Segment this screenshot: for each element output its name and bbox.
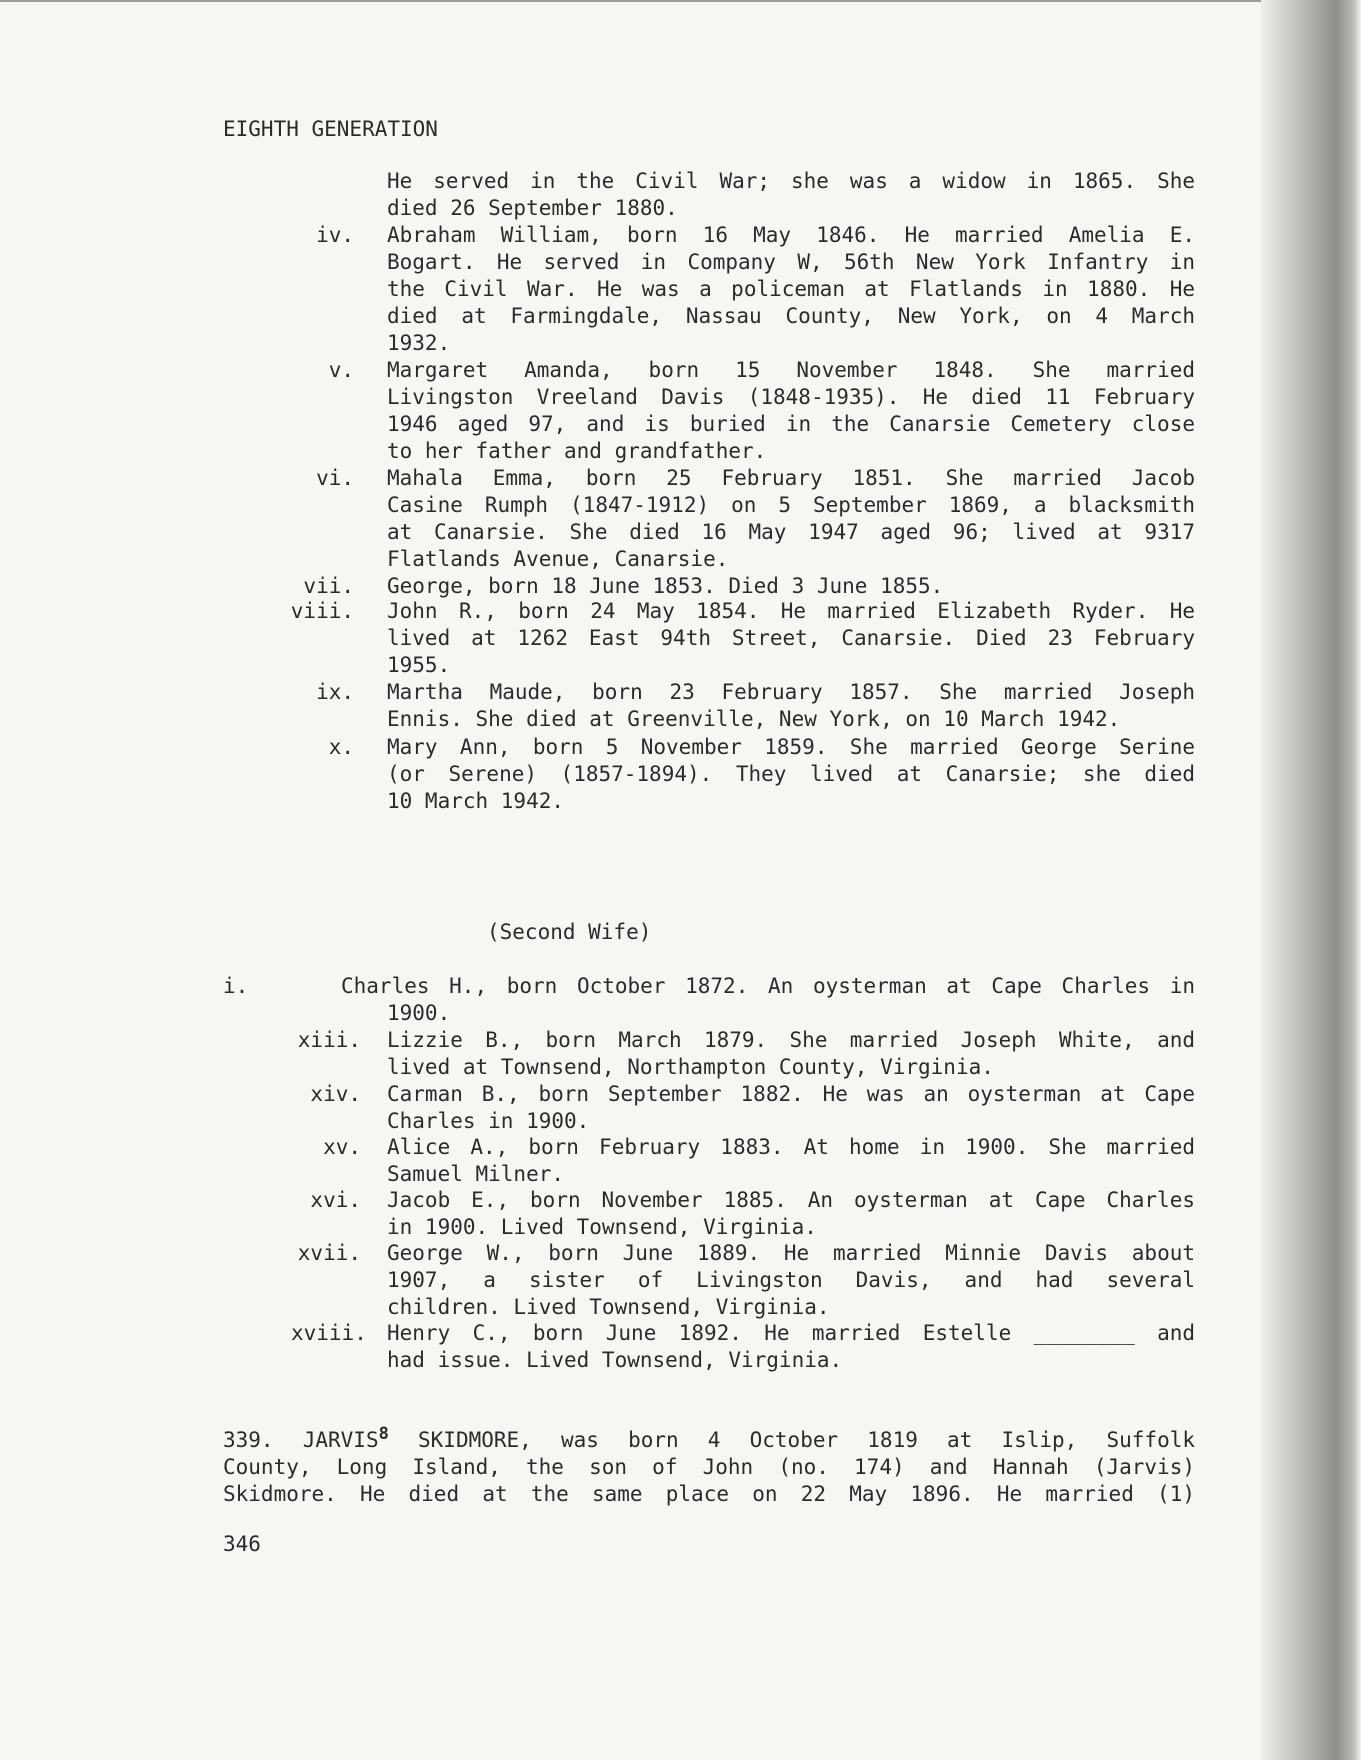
text-line: Carman B., born September 1882. He was an oysterman at Cape bbox=[387, 1082, 1195, 1106]
page-header: EIGHTH GENERATION bbox=[223, 117, 438, 141]
entry-text bbox=[387, 573, 1195, 600]
text-line: Bogart. He served in Company W, 56th New York Infantry in bbox=[387, 250, 1195, 274]
text-line: lived at Townsend, Northampton County, Virginia. bbox=[387, 1055, 994, 1079]
text-line: Charles in 1900. bbox=[387, 1109, 590, 1133]
text-line: Henry C., born June 1892. He married Estelle ________ and bbox=[387, 1321, 1195, 1345]
entry-text bbox=[387, 1081, 1195, 1135]
entry-text bbox=[387, 598, 1195, 679]
paragraph-339 bbox=[223, 1424, 1195, 1508]
text-line: Ennis. She died at Greenville, New York, on 10 March 1942. bbox=[387, 707, 1121, 731]
text-line: Mary Ann, born 5 November 1859. She married George Serine bbox=[387, 735, 1195, 759]
entry-number: xiii. bbox=[297, 1028, 361, 1052]
text-line: Flatlands Avenue, Canarsie. bbox=[387, 547, 729, 571]
text-line: had issue. Lived Townsend, Virginia. bbox=[387, 1348, 843, 1372]
generation-superscript: 8 bbox=[378, 1424, 389, 1444]
page-number: 346 bbox=[223, 1532, 261, 1556]
text-line: 1900. bbox=[387, 1001, 451, 1025]
text-line: 1946 aged 97, and is buried in the Canarsie Cemetery close bbox=[387, 412, 1195, 436]
entry-number: xviii. bbox=[291, 1321, 367, 1345]
text-line bbox=[223, 1424, 1195, 1454]
text-line: 1932. bbox=[387, 331, 451, 355]
text-line: died 26 September 1880. bbox=[387, 196, 678, 220]
entry-number: v. bbox=[328, 358, 354, 382]
text-line: Charles H., born October 1872. An oysterman at Cape Charles in bbox=[341, 974, 1195, 998]
entry-text bbox=[387, 1240, 1195, 1321]
second-wife-heading: (Second Wife) bbox=[487, 920, 652, 944]
text-line: the Civil War. He was a policeman at Flatlands in 1880. He bbox=[387, 277, 1195, 301]
text-line: 10 March 1942. bbox=[387, 789, 565, 813]
entry-text bbox=[387, 222, 1195, 357]
entry-text bbox=[387, 1134, 1195, 1188]
continuation-text bbox=[387, 168, 1195, 222]
text-line: He served in the Civil War; she was a widow in 1865. She bbox=[387, 169, 1195, 193]
text-line: Lizzie B., born March 1879. She married Joseph White, and bbox=[387, 1028, 1195, 1052]
entry-text bbox=[387, 734, 1195, 815]
text-line: Alice A., born February 1883. At home in 1900. She married bbox=[387, 1135, 1195, 1159]
entry-number: xvi. bbox=[310, 1188, 361, 1212]
text-line: died at Farmingdale, Nassau County, New York, on 4 March bbox=[387, 304, 1195, 328]
text-line: children. Lived Townsend, Virginia. bbox=[387, 1295, 830, 1319]
text-line: Abraham William, born 16 May 1846. He married Amelia E. bbox=[387, 223, 1195, 247]
text-line: Livingston Vreeland Davis (1848-1935). He died 11 February bbox=[387, 385, 1195, 409]
entry-number: vi. bbox=[316, 466, 354, 490]
paragraph-lead: 339. JARVIS bbox=[223, 1428, 379, 1452]
text-line: (or Serene) (1857-1894). They lived at Canarsie; she died bbox=[387, 762, 1195, 786]
entry-text bbox=[387, 1187, 1195, 1241]
entry-text bbox=[341, 973, 1195, 1000]
binding-shadow bbox=[1261, 0, 1361, 1760]
entry-text bbox=[387, 1000, 1195, 1027]
entry-number: viii. bbox=[290, 599, 354, 623]
entry-text bbox=[387, 1027, 1195, 1081]
text-line: County, Long Island, the son of John (no. 174) and Hannah (Jarvis) bbox=[223, 1455, 1195, 1479]
entry-number: xvii. bbox=[297, 1241, 361, 1265]
text-line: George, born 18 June 1853. Died 3 June 1855. bbox=[387, 574, 944, 598]
text-line: to her father and grandfather. bbox=[387, 439, 767, 463]
text-line: in 1900. Lived Townsend, Virginia. bbox=[387, 1215, 817, 1239]
text-line: 1955. bbox=[387, 653, 451, 677]
text-line: Casine Rumph (1847-1912) on 5 September 1869, a blacksmith bbox=[387, 493, 1195, 517]
text-line: Mahala Emma, born 25 February 1851. She married Jacob bbox=[387, 466, 1195, 490]
entry-number: xiv. bbox=[310, 1082, 361, 1106]
text-line: John R., born 24 May 1854. He married Elizabeth Ryder. He bbox=[387, 599, 1195, 623]
entry-text bbox=[387, 465, 1195, 573]
text-line: Margaret Amanda, born 15 November 1848. She married bbox=[387, 358, 1195, 382]
entry-text bbox=[387, 1320, 1195, 1374]
text-line: at Canarsie. She died 16 May 1947 aged 96; lived at 9317 bbox=[387, 520, 1195, 544]
text-line: George W., born June 1889. He married Minnie Davis about bbox=[387, 1241, 1195, 1265]
paragraph-lead-rest: SKIDMORE, was born 4 October 1819 at Islip, Suffolk bbox=[388, 1428, 1195, 1452]
entry-number: x. bbox=[328, 735, 354, 759]
text-line: Martha Maude, born 23 February 1857. She married Joseph bbox=[387, 680, 1195, 704]
entry-number: iv. bbox=[316, 223, 354, 247]
page-top-edge bbox=[0, 0, 1270, 2]
text-line: Skidmore. He died at the same place on 22 May 1896. He married (1) bbox=[223, 1482, 1195, 1506]
text-line: 1907, a sister of Livingston Davis, and had several bbox=[387, 1268, 1195, 1292]
text-line: lived at 1262 East 94th Street, Canarsie. Died 23 February bbox=[387, 626, 1195, 650]
text-line: Jacob E., born November 1885. An oysterman at Cape Charles bbox=[387, 1188, 1195, 1212]
entry-number: xv. bbox=[323, 1135, 361, 1159]
entry-number: i. bbox=[223, 974, 249, 998]
entry-number: vii. bbox=[303, 574, 354, 598]
text-line: Samuel Milner. bbox=[387, 1162, 565, 1186]
entry-text bbox=[387, 679, 1195, 733]
entry-number: ix. bbox=[316, 680, 354, 704]
entry-text bbox=[387, 357, 1195, 465]
